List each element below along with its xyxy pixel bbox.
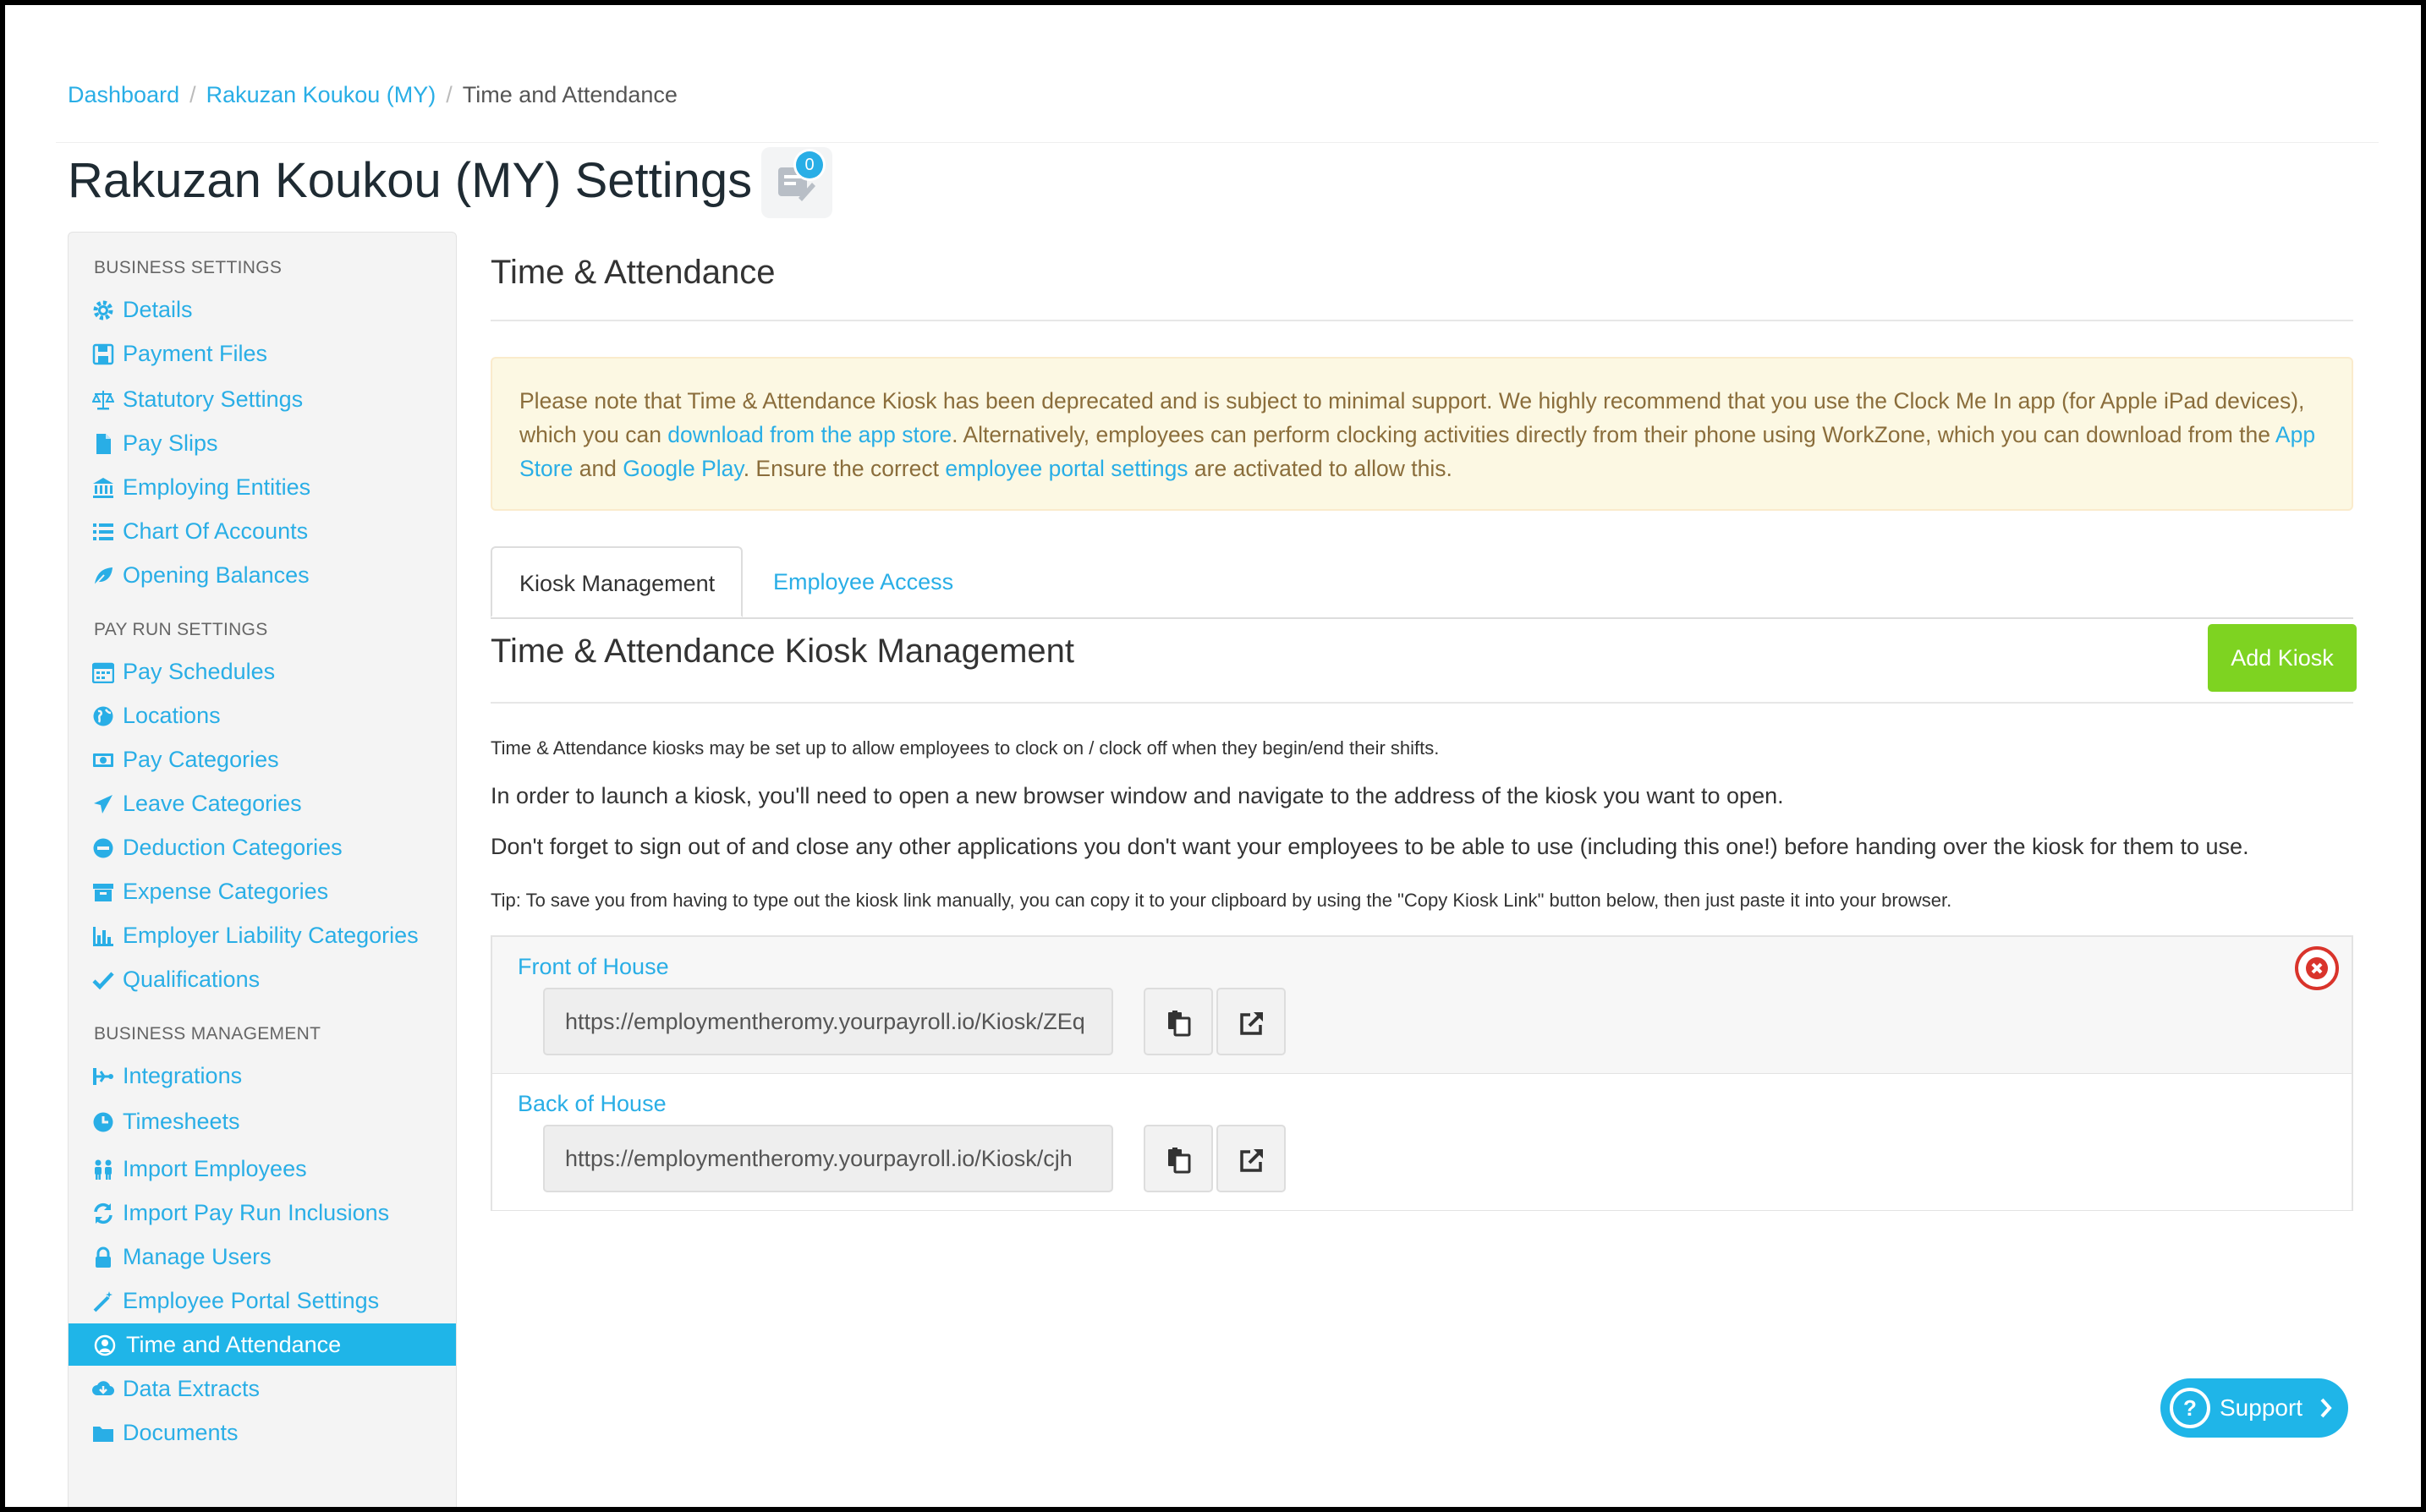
external-link-icon bbox=[1238, 1010, 1265, 1037]
employee-portal-settings-link[interactable]: employee portal settings bbox=[945, 456, 1188, 481]
copy-kiosk-link-button[interactable] bbox=[1144, 988, 1213, 1055]
leaf-icon bbox=[92, 565, 114, 587]
remove-circle-icon[interactable] bbox=[2294, 945, 2340, 991]
kiosk-list bbox=[491, 935, 2353, 1211]
user-circle-icon bbox=[94, 1334, 116, 1356]
kiosk-url-field[interactable]: https://employmentheromy.yourpayroll.io/Kiosk/cjh bbox=[543, 1125, 1113, 1192]
sidebar-item-label: Opening Balances bbox=[123, 562, 310, 588]
sidebar-item-documents[interactable] bbox=[69, 1411, 456, 1454]
sidebar-item-label: Expense Categories bbox=[123, 879, 329, 904]
sidebar-item-data-extracts[interactable] bbox=[69, 1367, 456, 1410]
help-circle-icon bbox=[2169, 1387, 2211, 1429]
kiosk-signout-text: Don't forget to sign out of and close any other applications you don't want your employees to be able to use (including this one!) before handing over the kiosk for them to use. bbox=[491, 834, 2249, 859]
sidebar-item-employee-portal-settings[interactable] bbox=[69, 1279, 456, 1322]
kiosk-intro-text: Time & Attendance kiosks may be set up to allow employees to clock on / clock off when they begin/end their shifts. bbox=[491, 737, 1440, 759]
sidebar-item-label: Details bbox=[123, 297, 193, 322]
sidebar-item-label: Pay Categories bbox=[123, 747, 279, 772]
sidebar-item-label: Chart Of Accounts bbox=[123, 518, 309, 544]
alert-text: Please note that Time & Attendance Kiosk has been deprecated and is subject to minimal support. We highly recommend that you use the Clock Me In app (for Apple iPad devices), which you can bbox=[519, 388, 2305, 447]
open-kiosk-button[interactable] bbox=[1216, 988, 1286, 1055]
list-icon bbox=[92, 521, 114, 543]
breadcrumb bbox=[68, 78, 678, 112]
sidebar-heading-pay-run-settings: PAY RUN SETTINGS bbox=[94, 620, 268, 639]
copy-icon bbox=[1166, 1010, 1193, 1037]
sidebar-item-qualifications[interactable] bbox=[69, 958, 456, 1000]
sidebar-item-locations[interactable] bbox=[69, 694, 456, 737]
chevron-right-icon bbox=[2319, 1397, 2333, 1419]
alert-text: . Ensure the correct bbox=[743, 456, 946, 481]
sidebar-item-label: Employing Entities bbox=[123, 474, 311, 500]
sidebar-item-label: Import Pay Run Inclusions bbox=[123, 1200, 390, 1225]
sidebar-item-import-pay-run-inclusions[interactable] bbox=[69, 1192, 456, 1234]
sidebar-item-label: Statutory Settings bbox=[123, 386, 304, 412]
copy-icon bbox=[1166, 1147, 1193, 1174]
folder-icon bbox=[92, 1422, 114, 1444]
kiosk-row bbox=[492, 1074, 2352, 1210]
globe-icon bbox=[92, 705, 114, 727]
sidebar-item-integrations[interactable] bbox=[69, 1055, 456, 1097]
sidebar-item-pay-schedules[interactable] bbox=[69, 650, 456, 693]
refresh-icon bbox=[92, 1202, 114, 1224]
tab-kiosk-management[interactable]: Kiosk Management bbox=[491, 546, 743, 617]
kiosk-launch-text: In order to launch a kiosk, you'll need to open a new browser window and navigate to the address of the kiosk you want to open. bbox=[491, 783, 1784, 808]
breadcrumb-dashboard[interactable]: Dashboard bbox=[68, 82, 180, 107]
scale-icon bbox=[92, 389, 114, 411]
sidebar-item-label: Employee Portal Settings bbox=[123, 1288, 380, 1313]
sidebar-item-time-and-attendance[interactable] bbox=[69, 1323, 456, 1366]
sidebar-item-import-employees[interactable] bbox=[69, 1148, 456, 1190]
sidebar-heading-business-settings: BUSINESS SETTINGS bbox=[94, 258, 283, 277]
notes-count-badge: 0 bbox=[796, 151, 823, 178]
sidebar-item-label: Pay Schedules bbox=[123, 659, 276, 684]
sidebar-item-label: Qualifications bbox=[123, 967, 261, 992]
sidebar-heading-business-management: BUSINESS MANAGEMENT bbox=[94, 1024, 321, 1044]
minus-circle-icon bbox=[92, 837, 114, 859]
kiosk-row bbox=[492, 937, 2352, 1074]
sidebar-item-employing-entities[interactable] bbox=[69, 466, 456, 508]
add-kiosk-button[interactable]: Add Kiosk bbox=[2208, 624, 2357, 692]
sidebar-item-label: Import Employees bbox=[123, 1156, 307, 1181]
tab-employee-access[interactable]: Employee Access bbox=[773, 569, 954, 594]
kiosk-tip-text: Tip: To save you from having to type out the kiosk link manually, you can copy it to your clipboard by using the "Copy Kiosk Link" button below, then just paste it into your browser. bbox=[491, 890, 1952, 911]
breadcrumb-separator: / bbox=[189, 82, 196, 107]
copy-kiosk-link-button[interactable] bbox=[1144, 1125, 1213, 1192]
download-icon bbox=[92, 1378, 114, 1400]
support-label: Support bbox=[2220, 1394, 2303, 1421]
tab-bar bbox=[491, 546, 2353, 619]
section-divider bbox=[491, 320, 2353, 321]
kiosk-management-title: Time & Attendance Kiosk Management bbox=[491, 633, 1074, 670]
sidebar-item-label: Employer Liability Categories bbox=[123, 923, 419, 948]
inbox-icon bbox=[92, 881, 114, 903]
page-title: Rakuzan Koukou (MY) Settings bbox=[68, 153, 753, 208]
lock-icon bbox=[92, 1246, 114, 1268]
sidebar-item-label: Data Extracts bbox=[123, 1376, 261, 1401]
sidebar-item-label: Manage Users bbox=[123, 1244, 272, 1269]
bar-chart-icon bbox=[92, 925, 114, 947]
alert-text: are activated to allow this. bbox=[1188, 456, 1452, 481]
floppy-icon bbox=[92, 343, 114, 365]
app-store-link[interactable]: App Store bbox=[519, 422, 2316, 481]
section-title: Time & Attendance bbox=[491, 254, 776, 291]
bank-icon bbox=[92, 477, 114, 499]
sidebar-item-label: Deduction Categories bbox=[123, 835, 343, 860]
sidebar-item-label: Payment Files bbox=[123, 341, 268, 366]
alert-text: and bbox=[573, 456, 623, 481]
sidebar-item-label: Documents bbox=[123, 1420, 239, 1445]
breadcrumb-current: Time and Attendance bbox=[462, 82, 678, 107]
kiosk-name-link[interactable]: Front of House bbox=[518, 954, 669, 979]
calendar-icon bbox=[92, 661, 114, 683]
sidebar-item-payment-files[interactable] bbox=[69, 332, 456, 375]
app-store-download-link[interactable]: download from the app store bbox=[667, 422, 952, 447]
sidebar-item-label: Time and Attendance bbox=[126, 1332, 342, 1357]
kiosk-name-link[interactable]: Back of House bbox=[518, 1091, 667, 1116]
sidebar-item-details[interactable] bbox=[69, 288, 456, 331]
svg-text:?: ? bbox=[2183, 1395, 2197, 1421]
sidebar-item-employer-liability-categories[interactable] bbox=[69, 914, 456, 956]
sidebar-item-label: Locations bbox=[123, 703, 221, 728]
external-link-icon bbox=[1238, 1147, 1265, 1174]
google-play-link[interactable]: Google Play bbox=[623, 456, 744, 481]
header-divider bbox=[56, 142, 2379, 143]
deprecation-alert bbox=[491, 357, 2353, 511]
sidebar-item-chart-of-accounts[interactable] bbox=[69, 510, 456, 552]
sidebar-item-label: Leave Categories bbox=[123, 791, 302, 816]
sidebar-item-expense-categories[interactable] bbox=[69, 870, 456, 912]
clock-icon bbox=[92, 1111, 114, 1133]
sidebar-item-leave-categories[interactable] bbox=[69, 782, 456, 824]
alert-text: . Alternatively, employees can perform clocking activities directly from their phone using WorkZone, which you can download from the bbox=[952, 422, 2275, 447]
plane-icon bbox=[92, 793, 114, 815]
support-button[interactable] bbox=[2160, 1378, 2348, 1438]
file-icon bbox=[92, 433, 114, 455]
sidebar-item-pay-slips[interactable] bbox=[69, 422, 456, 464]
open-kiosk-button[interactable] bbox=[1216, 1125, 1286, 1192]
sidebar-item-timesheets[interactable] bbox=[69, 1100, 456, 1142]
page-frame bbox=[5, 5, 2421, 1507]
sidebar-item-manage-users[interactable] bbox=[69, 1235, 456, 1278]
settings-sidebar bbox=[68, 232, 457, 1507]
sidebar-item-label: Timesheets bbox=[123, 1109, 240, 1134]
breadcrumb-separator: / bbox=[446, 82, 453, 107]
integrations-icon bbox=[92, 1066, 114, 1087]
breadcrumb-business[interactable]: Rakuzan Koukou (MY) bbox=[206, 82, 436, 107]
gear-icon bbox=[92, 299, 114, 321]
sidebar-item-statutory-settings[interactable] bbox=[69, 378, 456, 420]
kiosk-url-field[interactable]: https://employmentheromy.yourpayroll.io/Kiosk/ZEq bbox=[543, 988, 1113, 1055]
check-icon bbox=[92, 969, 114, 991]
money-icon bbox=[92, 749, 114, 771]
sidebar-item-pay-categories[interactable] bbox=[69, 738, 456, 781]
sidebar-item-deduction-categories[interactable] bbox=[69, 826, 456, 868]
sidebar-item-label: Pay Slips bbox=[123, 430, 218, 456]
sidebar-item-opening-balances[interactable] bbox=[69, 554, 456, 596]
sidebar-item-label: Integrations bbox=[123, 1063, 243, 1088]
wand-icon bbox=[92, 1290, 114, 1312]
kiosk-divider bbox=[491, 702, 2353, 704]
users-icon bbox=[92, 1159, 114, 1181]
